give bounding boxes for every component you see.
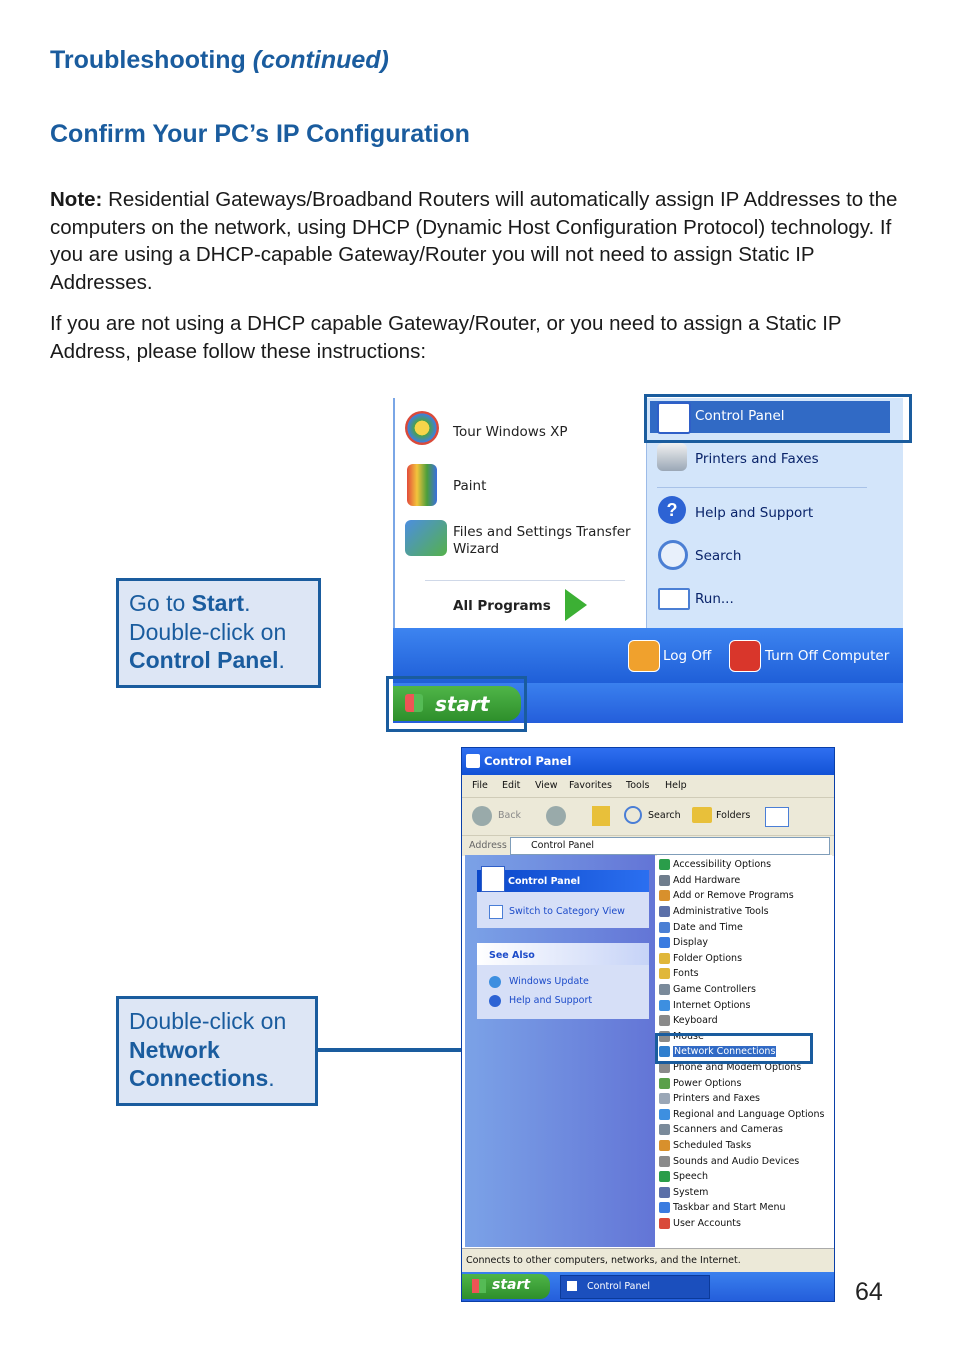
menu-divider [425, 580, 625, 581]
cp-item[interactable] [659, 919, 743, 935]
cp-item[interactable] [659, 1200, 785, 1216]
taskbar-cp-label: Control Panel [587, 1281, 650, 1292]
cp-item-label: Accessibility Options [673, 859, 772, 871]
menu-item-paint[interactable]: Paint [453, 478, 487, 494]
cp-item-icon [659, 1171, 670, 1182]
control-panel-screenshot [461, 747, 835, 1302]
cp-item[interactable] [659, 1169, 708, 1185]
help-support-icon [489, 995, 501, 1007]
cp-item[interactable] [659, 1122, 783, 1138]
cp-start-button[interactable] [462, 1274, 550, 1299]
cp-item-icon [659, 1015, 670, 1026]
cp-item-label: System [673, 1186, 709, 1198]
cp-item-label: Add Hardware [673, 874, 741, 886]
menu-favorites[interactable]: Favorites [569, 780, 612, 791]
cp-item-label: Date and Time [673, 921, 743, 933]
toolbar-search-icon [624, 806, 642, 824]
cp-item-icon [659, 1078, 670, 1089]
menu-item-transfer[interactable]: Files and Settings Transfer [453, 524, 631, 540]
turn-off-button[interactable]: Turn Off Computer [765, 648, 890, 664]
toolbar-search-button[interactable]: Search [648, 810, 681, 821]
header-title: Troubleshooting [50, 46, 246, 74]
back-button[interactable]: Back [498, 810, 522, 821]
start-menu-footer [393, 628, 903, 683]
back-arrow-icon[interactable] [472, 806, 492, 826]
cp-item-label: Fonts [673, 968, 699, 980]
address-input[interactable] [510, 837, 830, 855]
cp-item[interactable] [659, 1107, 824, 1123]
callout1-line2: Double-click on [129, 618, 287, 645]
run-icon [658, 588, 690, 610]
cp-item-label: Folder Options [673, 952, 743, 964]
callout1-text-a: Go to [129, 590, 192, 616]
cp-windows-logo-icon [472, 1279, 486, 1293]
help-support-link[interactable]: Help and Support [509, 995, 593, 1006]
cp-address-bar [462, 835, 834, 856]
cp-item[interactable] [659, 951, 742, 967]
log-off-button[interactable]: Log Off [663, 648, 712, 664]
cp-item[interactable] [659, 966, 699, 982]
cp-item-label: Scanners and Cameras [673, 1124, 783, 1136]
menu-view[interactable]: View [535, 780, 558, 791]
start-label: start [435, 692, 490, 716]
menu-item-printers[interactable]: Printers and Faxes [695, 451, 819, 467]
cp-menubar [462, 775, 834, 797]
paint-icon [407, 464, 437, 506]
cp-item-label: Regional and Language Options [673, 1108, 825, 1120]
callout1-control-panel: Control Panel [129, 647, 279, 673]
cp-panel-control [477, 870, 649, 928]
all-programs-arrow-icon [565, 589, 587, 621]
cp-item-icon [659, 1124, 670, 1135]
menu-item-search[interactable]: Search [695, 548, 742, 564]
cp-item-icon [659, 1156, 670, 1167]
power-icon [729, 640, 761, 672]
cp-item[interactable] [659, 1013, 718, 1029]
search-icon [658, 540, 688, 570]
menu-item-transfer-line2: Wizard [453, 541, 500, 557]
cp-toolbar [462, 797, 834, 836]
menu-item-help[interactable]: Help and Support [695, 505, 814, 521]
callout1-period2: . [278, 647, 285, 673]
cp-item-label: Internet Options [673, 999, 751, 1011]
cp-item-icon [659, 1187, 670, 1198]
status-text: Connects to other computers, networks, and the Internet. [466, 1255, 741, 1266]
see-also-title: See Also [489, 950, 535, 961]
cp-item-icon [659, 937, 670, 948]
cp-taskbar [462, 1272, 834, 1301]
toolbar-folders-button[interactable]: Folders [716, 810, 751, 821]
cp-item[interactable] [659, 1091, 760, 1107]
cp-item-label: Scheduled Tasks [673, 1140, 752, 1152]
cp-item-label: Mouse [673, 1030, 704, 1042]
menu-item-control-panel[interactable]: Control Panel [695, 408, 785, 424]
menu-edit[interactable]: Edit [502, 780, 521, 791]
switch-view-icon [489, 905, 503, 919]
cp-item-label: Taskbar and Start Menu [673, 1202, 786, 1214]
callout2-network: Network [129, 1036, 220, 1063]
cp-item-icon [659, 1140, 670, 1151]
callout2-connections: Connections [129, 1065, 269, 1091]
cp-item-icon [659, 859, 670, 870]
cp-item-label: Administrative Tools [673, 906, 769, 918]
views-icon[interactable] [765, 807, 789, 827]
cp-item-icon [659, 1109, 670, 1120]
cp-item-label: Game Controllers [673, 984, 756, 996]
cp-item-label: Network Connections [674, 1046, 776, 1058]
cp-item[interactable] [659, 1153, 799, 1169]
menu-help[interactable]: Help [665, 780, 687, 791]
callout-network-connections [116, 996, 318, 1106]
page-number: 64 [855, 1278, 883, 1306]
cp-item-icon [659, 968, 670, 979]
header-title-suffix: (continued) [252, 46, 389, 74]
cp-item-label: Printers and Faxes [673, 1093, 761, 1105]
cp-item[interactable] [659, 1138, 751, 1154]
cp-item[interactable] [659, 997, 750, 1013]
menu-divider-right [657, 487, 867, 488]
cp-item-label: Add or Remove Programs [673, 890, 794, 902]
note-label: Note: [50, 188, 103, 211]
address-label: Address [469, 840, 507, 851]
callout1-start-word: Start [191, 590, 245, 616]
forward-arrow-icon[interactable] [546, 806, 566, 826]
menu-item-run[interactable]: Run... [695, 591, 734, 607]
cp-window-icon [466, 754, 480, 768]
cp-panel-title: Control Panel [508, 876, 581, 887]
note-paragraph [50, 186, 910, 296]
cp-status-bar [462, 1248, 834, 1273]
cp-item-icon [659, 1000, 670, 1011]
cp-start-label: start [492, 1277, 531, 1293]
cp-item-label: Speech [673, 1171, 708, 1183]
cp-item[interactable] [659, 857, 771, 873]
cp-item-label: Phone and Modem Options [673, 1062, 802, 1074]
transfer-wizard-icon [405, 520, 447, 556]
cp-item-label: Power Options [673, 1077, 742, 1089]
callout1-period: . [244, 590, 251, 616]
cp-item-icon [659, 875, 670, 886]
address-value: Control Panel [531, 840, 594, 851]
cp-item[interactable] [659, 1075, 741, 1091]
cp-item-icon [659, 1093, 670, 1104]
note-text: Residential Gateways/Broadband Routers will automatically assign IP Addresses to the computers on the network, using DHCP (Dynamic Host Configuration Protocol) technology. If you are using a DHCP-capable Gateway/Router you will not need to assign Static IP Addresses. [50, 188, 898, 294]
menu-item-tour[interactable]: Tour Windows XP [453, 424, 568, 440]
printer-icon [657, 443, 687, 471]
taskbar-control-panel-button[interactable] [560, 1275, 710, 1299]
highlight-control-panel [644, 394, 912, 443]
tour-windows-icon [405, 411, 439, 445]
cp-item[interactable] [659, 1185, 708, 1201]
switch-category-view-link[interactable]: Switch to Category View [509, 906, 625, 917]
cp-title-bar [462, 748, 834, 775]
cp-item-icon [659, 1202, 670, 1213]
cp-item-label: Display [673, 937, 709, 949]
menu-tools[interactable]: Tools [626, 780, 650, 791]
cp-item-label: Keyboard [673, 1015, 718, 1027]
cp-task-pane [465, 855, 655, 1247]
folders-icon [692, 807, 712, 823]
page-header [50, 46, 389, 75]
instructions-paragraph: If you are not using a DHCP capable Gateway/Router, or you need to assign a Static IP Address, please follow these instructions: [50, 312, 842, 363]
cp-item[interactable] [659, 1216, 741, 1232]
cp-item[interactable] [659, 982, 756, 998]
cp-item[interactable] [659, 873, 740, 889]
highlight-network-connections [655, 1030, 813, 1064]
cp-item-icon [659, 953, 670, 964]
cp-item-icon [659, 890, 670, 901]
windows-update-link[interactable]: Windows Update [509, 976, 589, 987]
start-menu-left-pane [393, 398, 647, 628]
all-programs[interactable]: All Programs [453, 598, 551, 614]
callout-start [116, 578, 321, 688]
cp-item[interactable] [659, 904, 769, 920]
cp-item-icon [659, 1218, 670, 1229]
cp-item[interactable] [659, 888, 794, 904]
start-menu-screenshot [393, 398, 903, 723]
section-title: Confirm Your PC’s IP Configuration [50, 120, 470, 148]
cp-item-icon [659, 984, 670, 995]
cp-panel-icon [481, 866, 505, 892]
callout2-period: . [268, 1065, 275, 1091]
menu-file[interactable]: File [472, 780, 488, 791]
callout2-line1: Double-click on [129, 1008, 287, 1034]
log-off-icon [628, 640, 660, 672]
cp-item-icon [659, 922, 670, 933]
help-icon: ? [658, 496, 686, 524]
cp-window-title: Control Panel [484, 754, 572, 768]
cp-item-label: Sounds and Audio Devices [673, 1155, 800, 1167]
see-also-panel [477, 943, 649, 1019]
highlight-start [386, 676, 527, 732]
cp-item-icon [659, 906, 670, 917]
cp-item-label: User Accounts [673, 1218, 741, 1230]
cp-item[interactable] [659, 935, 708, 951]
taskbar-cp-icon [567, 1281, 577, 1291]
windows-update-icon [489, 976, 501, 988]
up-folder-icon[interactable] [592, 806, 610, 826]
